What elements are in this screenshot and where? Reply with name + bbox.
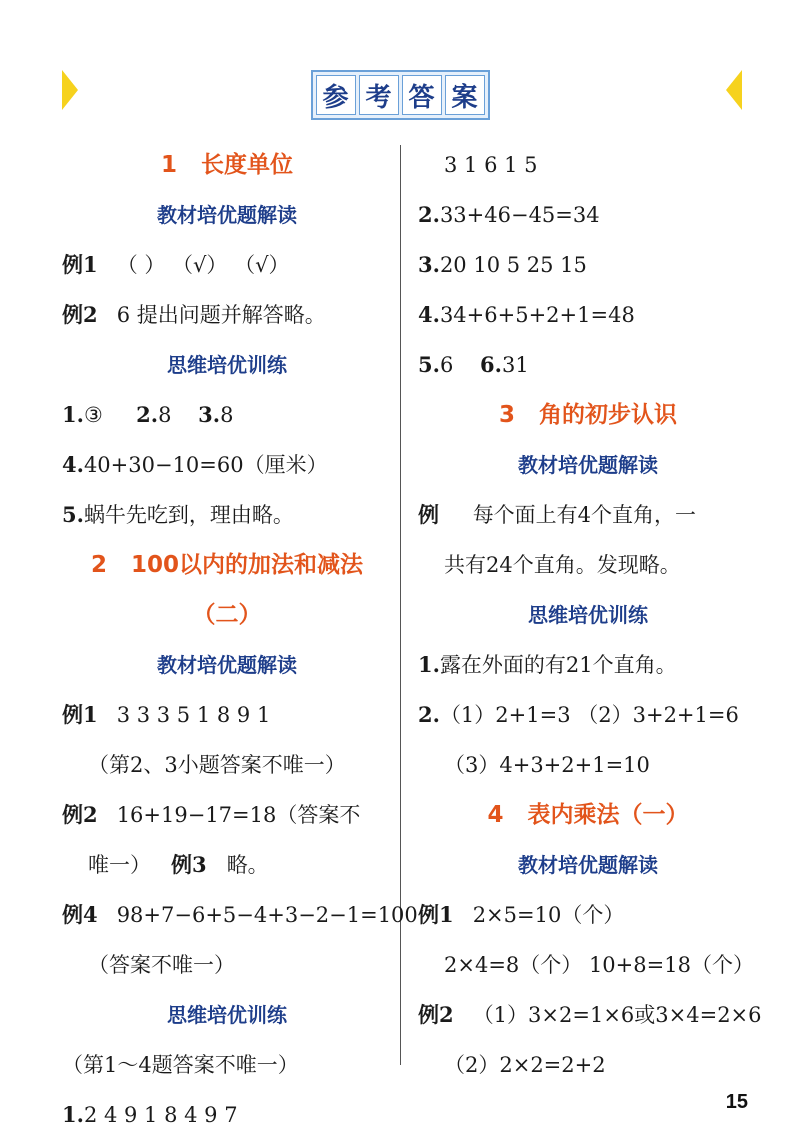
subheading: 思维培优训练: [528, 603, 648, 627]
page-number: 15: [725, 1091, 748, 1113]
answer-line: （答案不唯一）: [88, 953, 235, 977]
answer-line: [62, 1090, 392, 1140]
chapter-2-heading-cont: （二）: [192, 602, 262, 628]
answer-line: [418, 190, 758, 240]
answer-line: （2）2×2=2+2: [444, 1053, 606, 1077]
question-number: 2.: [136, 402, 159, 427]
answer-line: 共有24个直角。发现略。: [444, 553, 681, 577]
question-number: 3.: [198, 402, 221, 427]
right-column: [418, 140, 762, 1090]
example-label: 例2: [418, 1002, 454, 1027]
answer-line: [62, 240, 392, 290]
example-label: 例1: [62, 702, 98, 727]
answer-line: 2×4=8（个） 10+8=18（个）: [444, 953, 754, 977]
answer-line: （3）4+3+2+1=10: [444, 753, 650, 777]
answer-text: 98+7−6+5−4+3−2−1=100: [116, 903, 418, 927]
answer-text: 34+6+5+2+1=48: [439, 303, 635, 327]
left-column: [62, 140, 418, 1140]
answer-text: 2×5=10（个）: [472, 903, 625, 927]
chapter-title: 表内乘法（一）: [527, 802, 689, 828]
question-number: 1.: [62, 1102, 84, 1127]
question-number: 1.: [62, 402, 84, 427]
example-label: 例2: [62, 802, 98, 827]
chapter-number: 3: [498, 402, 515, 428]
page-title: [0, 70, 800, 120]
answer-line: [418, 490, 758, 540]
question-number: 3.: [418, 252, 440, 277]
answer-line: [418, 290, 758, 340]
answer-text: 6: [439, 353, 454, 377]
answer-text: 3 3 3 5 1 8 9 1: [116, 703, 271, 727]
answer-line: （第1～4题答案不唯一）: [62, 1053, 299, 1077]
answer-line: [418, 690, 758, 740]
subheading: 教材培优题解读: [518, 453, 658, 477]
title-box: [311, 70, 490, 120]
question-number: 4.: [62, 452, 84, 477]
answer-text: 40+30−10=60（厘米）: [83, 453, 328, 477]
question-number: 2.: [418, 202, 440, 227]
subheading: 思维培优训练: [167, 353, 287, 377]
question-number: 6.: [480, 352, 502, 377]
subheading: 教材培优题解读: [157, 653, 297, 677]
question-number: 1.: [418, 652, 440, 677]
answer-text: 16+19−17=18（答案不: [116, 803, 361, 827]
chapter-title: 长度单位: [201, 152, 294, 178]
chapter-1-heading: [62, 140, 392, 190]
answer-line: [62, 840, 392, 890]
answer-line: [418, 640, 758, 690]
answer-line: [62, 690, 392, 740]
answer-line: [62, 790, 392, 840]
answer-text: （1）3×2=1×6或3×4=2×6: [472, 1003, 762, 1027]
chapter-title: 角的初步认识: [539, 402, 678, 428]
chapter-4-heading: [418, 790, 758, 840]
chapter-number: 1: [160, 152, 177, 178]
answer-line: [62, 290, 392, 340]
column-divider: [400, 145, 401, 1065]
answer-line: [418, 990, 762, 1040]
title-char: 答: [402, 75, 442, 115]
answer-text: 33+46−45=34: [439, 203, 600, 227]
question-number: 4.: [418, 302, 440, 327]
answer-text: 20 10 5 25 15: [439, 253, 587, 277]
title-char: 考: [359, 75, 399, 115]
answer-text: （1）2+1=3 （2）3+2+1=6: [439, 703, 739, 727]
answer-line: （第2、3小题答案不唯一）: [88, 753, 346, 777]
subheading: 思维培优训练: [167, 1003, 287, 1027]
answer-line: [62, 440, 392, 490]
example-label: 例3: [171, 852, 207, 877]
chapter-number: 2: [90, 552, 107, 578]
answer-line: [418, 890, 758, 940]
example-label: 例2: [62, 302, 98, 327]
answer-line: [418, 240, 758, 290]
answer-text: 8: [158, 403, 172, 427]
title-char: 参: [316, 75, 356, 115]
answer-line: [62, 390, 392, 440]
chapter-number: 4: [487, 802, 504, 828]
subheading: 教材培优题解读: [157, 203, 297, 227]
example-label: 例1: [62, 252, 98, 277]
question-number: 2.: [418, 702, 440, 727]
example-label: 例1: [418, 902, 454, 927]
answer-text: 蜗牛先吃到，理由略。: [83, 503, 294, 527]
answer-text: 唯一）: [88, 853, 151, 877]
answer-line: [62, 890, 418, 940]
question-number: 5.: [418, 352, 440, 377]
answer-text: 露在外面的有21个直角。: [439, 653, 677, 677]
answer-text: （ ） （√） （√）: [116, 253, 290, 277]
answer-text: ③: [83, 403, 103, 427]
answer-text: 8: [220, 403, 234, 427]
chapter-title: 100以内的加法和减法: [131, 552, 364, 578]
example-label: 例: [418, 502, 439, 527]
answer-text: 2 4 9 1 8 4 9 7: [83, 1103, 238, 1127]
question-number: 5.: [62, 502, 84, 527]
answer-text: 每个面上有4个直角，一: [472, 503, 697, 527]
answer-text: 略。: [226, 853, 269, 877]
answer-line: [62, 490, 392, 540]
example-label: 例4: [62, 902, 98, 927]
answer-text: 31: [501, 353, 529, 377]
title-char: 案: [445, 75, 485, 115]
answer-line: 3 1 6 1 5: [444, 153, 538, 177]
chapter-3-heading: [418, 390, 758, 440]
chapter-2-heading: [62, 540, 392, 590]
subheading: 教材培优题解读: [518, 853, 658, 877]
answer-line: [418, 340, 758, 390]
answer-text: 6 提出问题并解答略。: [116, 303, 326, 327]
